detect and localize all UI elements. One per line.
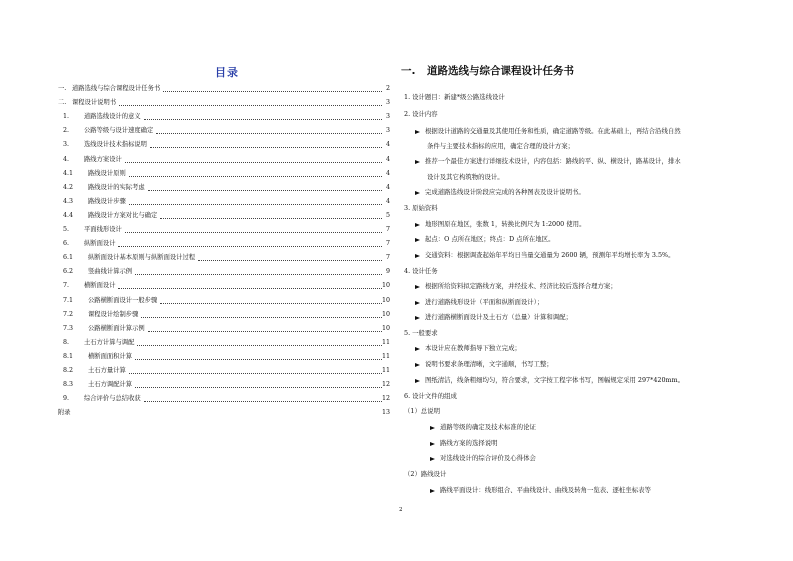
toc-dot-leader — [135, 387, 382, 388]
toc-entry-title: 横断面设计 — [84, 282, 116, 290]
toc-entry-page: 10 — [381, 310, 390, 318]
bullet-item — [415, 376, 684, 384]
text-line — [404, 93, 505, 101]
toc-entry-title: 平面线形设计 — [84, 226, 122, 234]
bullet-item — [430, 486, 651, 494]
line-text: （1）总说明 — [404, 407, 441, 415]
toc-entry-number: 4. — [63, 155, 70, 163]
toc-entry-page: 11 — [381, 366, 390, 374]
arrow-bullet-icon — [415, 316, 420, 320]
toc-entry-number: 7.1 — [63, 296, 74, 304]
toc-entry[interactable] — [58, 404, 390, 418]
toc-entry-title: 公路等级与设计速度确定 — [84, 127, 154, 135]
toc-entry-page: 11 — [381, 352, 390, 360]
toc-entry-title: 路线设计步骤 — [88, 197, 126, 205]
toc-entry-page: 12 — [381, 381, 390, 389]
toc-entry[interactable] — [58, 108, 390, 122]
toc-entry[interactable] — [58, 291, 390, 305]
toc-entry-title: 纵断面设计基本原则与纵断面设计过程 — [88, 254, 196, 262]
arrow-bullet-icon — [430, 489, 435, 493]
toc-entry-page: 7 — [385, 226, 390, 234]
line-text: 道路等级的确定及技术标准的论证 — [440, 423, 536, 431]
line-text: 进行道路横断面设计及土石方（总量）计算和调配； — [425, 313, 572, 321]
arrow-bullet-icon — [415, 191, 420, 195]
line-text: 对选线设计的综合评价及心得体会 — [440, 454, 536, 462]
toc-entry-number: 7. — [63, 282, 70, 290]
toc-entry[interactable] — [58, 136, 390, 150]
toc-entry-page: 13 — [381, 409, 390, 417]
toc-entry-page: 3 — [385, 127, 390, 135]
toc-entry[interactable] — [58, 334, 390, 348]
toc-entry[interactable] — [58, 179, 390, 193]
toc-entry-title: 路线方案设计 — [84, 155, 122, 163]
toc-entry-number: 1. — [63, 113, 70, 121]
toc-entry[interactable] — [58, 390, 390, 404]
text-line — [427, 142, 574, 150]
bullet-item — [415, 235, 554, 243]
section-title — [401, 63, 574, 78]
line-text: 1. 设计题目：新建*级公路选线设计 — [404, 93, 505, 101]
line-text: 地形图原在地区，张数 1，转换比例尺为 1:2000 使用。 — [425, 220, 586, 228]
toc-entry[interactable] — [58, 165, 390, 179]
toc-entry-page: 3 — [385, 99, 390, 107]
toc-entry[interactable] — [58, 320, 390, 334]
toc-dot-leader — [144, 401, 382, 402]
line-text: 起点：O 点所在地区；终点：D 点所在地区。 — [425, 235, 555, 243]
toc-entry-title: 课程设计绘制步骤 — [88, 310, 139, 318]
toc-dot-leader — [144, 119, 382, 120]
toc-dot-leader — [160, 218, 382, 219]
arrow-bullet-icon — [415, 223, 420, 227]
toc-dot-leader — [125, 162, 382, 163]
toc-entry-title: 纵断面设计 — [84, 240, 116, 248]
toc-entry-title: 附录 — [58, 409, 71, 417]
line-text: （2）路线设计 — [404, 470, 447, 478]
line-text: 推荐一个最佳方案进行详细技术设计，内容包括：路线的平、纵、横设计，路基设计，排水 — [425, 157, 681, 165]
toc-entry[interactable] — [58, 249, 390, 263]
arrow-bullet-icon — [430, 457, 435, 461]
toc-entry-page: 7 — [385, 240, 390, 248]
bullet-item — [415, 344, 521, 352]
toc-title: 目录 — [215, 66, 239, 79]
bullet-item — [415, 188, 585, 196]
toc-dot-leader — [156, 133, 382, 134]
bullet-item — [415, 127, 681, 135]
toc-entry[interactable] — [58, 221, 390, 235]
toc-entry-page: 10 — [381, 282, 390, 290]
toc-dot-leader — [135, 359, 382, 360]
toc-dot-leader — [198, 260, 382, 261]
bullet-item — [430, 439, 498, 447]
toc-entry-title: 公路横断面设计一般步骤 — [88, 296, 158, 304]
toc-entry[interactable] — [58, 277, 390, 291]
arrow-bullet-icon — [430, 442, 435, 446]
toc-dot-leader — [119, 105, 382, 106]
text-line — [427, 173, 504, 181]
toc-dot-leader — [148, 331, 382, 332]
toc-dot-leader — [148, 190, 382, 191]
line-text: 完成道路选线设计阶段应完成的各种图表及设计说明书。 — [425, 188, 585, 196]
line-text: 根据设计道路的交通量及其使用任务和性质，确定道路等级。在此基础上，再结合沿线自然 — [425, 127, 681, 135]
toc-dot-leader — [118, 246, 382, 247]
toc-entry-page: 5 — [385, 211, 390, 219]
toc-entry-number: 6.1 — [63, 254, 74, 262]
toc-entry-number: 4.1 — [63, 169, 74, 177]
toc-entry-title: 土石方计算与调配 — [84, 338, 135, 346]
toc-entry-number: 5. — [63, 226, 70, 234]
toc-entry-number: 7.3 — [63, 324, 74, 332]
toc-entry-number: 8.1 — [63, 352, 74, 360]
toc-entry-page: 4 — [385, 169, 390, 177]
line-text: 路线方案的选择说明 — [440, 439, 498, 447]
arrow-bullet-icon — [415, 254, 420, 258]
toc-dot-leader — [135, 274, 382, 275]
toc-dot-leader — [141, 317, 382, 318]
bullet-item — [415, 220, 585, 228]
bullet-item — [415, 313, 572, 321]
toc-entry[interactable] — [58, 122, 390, 136]
bullet-item — [415, 157, 681, 165]
toc-entry-title: 选线设计技术指标说明 — [84, 141, 147, 149]
toc-entry-page: 10 — [381, 324, 390, 332]
line-text: 设计及其它构筑物的设计。 — [427, 173, 504, 181]
line-text: 交通资料：根据调查起始年平均日当量交通量为 2600 辆，预测年平均增长率为 3.5%。 — [425, 251, 675, 259]
arrow-bullet-icon — [415, 238, 420, 242]
toc-dot-leader — [125, 232, 382, 233]
toc-entry[interactable] — [58, 376, 390, 390]
line-text: 说明书要求条理清晰，文字通顺，书写工整； — [425, 360, 553, 368]
toc-entry[interactable] — [58, 348, 390, 362]
toc-entry-number: 2. — [63, 127, 70, 135]
toc-entry-page: 12 — [381, 395, 390, 403]
toc-entry-title: 路线设计的实际考虑 — [88, 183, 145, 191]
toc-dot-leader — [163, 91, 382, 92]
bullet-item — [430, 423, 536, 431]
table-of-contents — [58, 80, 390, 418]
toc-entry-page: 11 — [381, 338, 390, 346]
toc-entry-title: 综合评价与总结收获 — [84, 395, 141, 403]
toc-entry-number: 4.2 — [63, 183, 74, 191]
arrow-bullet-icon — [415, 130, 420, 134]
toc-dot-leader — [118, 288, 382, 289]
bullet-item — [415, 282, 617, 290]
toc-entry-number: 4.3 — [63, 197, 74, 205]
toc-entry-title: 公路横断面计算示例 — [88, 324, 145, 332]
toc-entry[interactable] — [58, 362, 390, 376]
toc-entry-title: 道路选线设计的意义 — [84, 113, 141, 121]
text-line — [404, 392, 457, 400]
page-number: 2 — [399, 507, 403, 513]
toc-entry-number: 4.4 — [63, 211, 74, 219]
toc-entry-number: 8.2 — [63, 366, 74, 374]
toc-entry[interactable] — [58, 193, 390, 207]
toc-entry-page: 2 — [385, 85, 390, 93]
toc-entry-page: 7 — [385, 254, 390, 262]
toc-entry-number: 8.3 — [63, 381, 74, 389]
line-text: 根据所给资料拟定路线方案，并经技术、经济比较后选择合理方案； — [425, 282, 617, 290]
line-text: 6. 设计文件的组成 — [404, 392, 457, 400]
text-line — [404, 329, 438, 337]
toc-entry-number: 3. — [63, 141, 70, 149]
toc-entry-number: 8. — [63, 338, 70, 346]
toc-entry-title: 土石方调配计算 — [88, 381, 133, 389]
toc-entry-number: 9. — [63, 395, 70, 403]
toc-entry-number: 6. — [63, 240, 70, 248]
toc-entry-number: 一. — [58, 85, 67, 93]
toc-entry-title: 竖曲线计算示例 — [88, 268, 133, 276]
toc-dot-leader — [160, 303, 382, 304]
toc-entry-title: 路线设计原则 — [88, 169, 126, 177]
bullet-item — [415, 251, 674, 259]
toc-entry[interactable] — [58, 263, 390, 277]
arrow-bullet-icon — [430, 426, 435, 430]
toc-entry-title: 路线设计方案对比与确定 — [88, 211, 158, 219]
toc-entry-title: 土石方量计算 — [88, 366, 126, 374]
toc-entry-page: 4 — [385, 197, 390, 205]
text-line — [404, 470, 446, 478]
toc-entry-number: 7.2 — [63, 310, 74, 318]
toc-entry-title: 横断面面积计算 — [88, 352, 133, 360]
toc-entry[interactable] — [58, 80, 390, 94]
line-text: 进行道路线形设计（平面和纵断面设计）； — [425, 298, 544, 306]
toc-entry-title: 道路选线与综合课程设计任务书 — [72, 85, 161, 93]
toc-entry[interactable] — [58, 207, 390, 221]
arrow-bullet-icon — [415, 285, 420, 289]
toc-entry-number: 6.2 — [63, 268, 74, 276]
line-text: 4. 设计任务 — [404, 267, 438, 275]
toc-entry-title: 课程设计说明书 — [72, 99, 117, 107]
text-line — [404, 204, 438, 212]
arrow-bullet-icon — [415, 379, 420, 383]
text-line — [404, 267, 438, 275]
toc-entry-page: 9 — [385, 268, 390, 276]
toc-entry-page: 3 — [385, 113, 390, 121]
section-title-text: 道路选线与综合课程设计任务书 — [427, 65, 574, 77]
line-text: 本设计应在教师指导下独立完成； — [425, 344, 521, 352]
line-text: 2. 设计内容 — [404, 110, 438, 118]
toc-entry-page: 4 — [385, 183, 390, 191]
toc-dot-leader — [150, 147, 382, 148]
arrow-bullet-icon — [415, 301, 420, 305]
section-number: 一. — [401, 65, 416, 77]
arrow-bullet-icon — [415, 160, 420, 164]
toc-dot-leader — [137, 345, 382, 346]
line-text: 3. 原始资料 — [404, 204, 438, 212]
toc-entry-page: 4 — [385, 141, 390, 149]
bullet-item — [415, 298, 543, 306]
toc-dot-leader — [129, 373, 382, 374]
text-line — [404, 407, 440, 415]
arrow-bullet-icon — [415, 347, 420, 351]
toc-entry[interactable] — [58, 235, 390, 249]
toc-entry[interactable] — [58, 150, 390, 164]
text-line — [404, 110, 438, 118]
toc-entry[interactable] — [58, 306, 390, 320]
toc-entry[interactable] — [58, 94, 390, 108]
arrow-bullet-icon — [415, 363, 420, 367]
line-text: 图纸清洁，线条粗细均匀，符合要求，文字按工程字体书写，图幅规定采用 297*420mm。 — [425, 376, 685, 384]
toc-entry-number: 二. — [58, 99, 67, 107]
toc-entry-page: 4 — [385, 155, 390, 163]
toc-dot-leader — [129, 176, 382, 177]
line-text: 5. 一般要求 — [404, 329, 438, 337]
bullet-item — [415, 360, 553, 368]
bullet-item — [430, 454, 536, 462]
line-text: 条件与主要技术指标的应用，确定合理的设计方案； — [427, 142, 574, 150]
toc-entry-page: 10 — [381, 296, 390, 304]
line-text: 路线平面设计：线形组合、平曲线设计、曲线及转角一览表、逐桩坐标表等 — [440, 486, 651, 494]
toc-dot-leader — [129, 204, 382, 205]
